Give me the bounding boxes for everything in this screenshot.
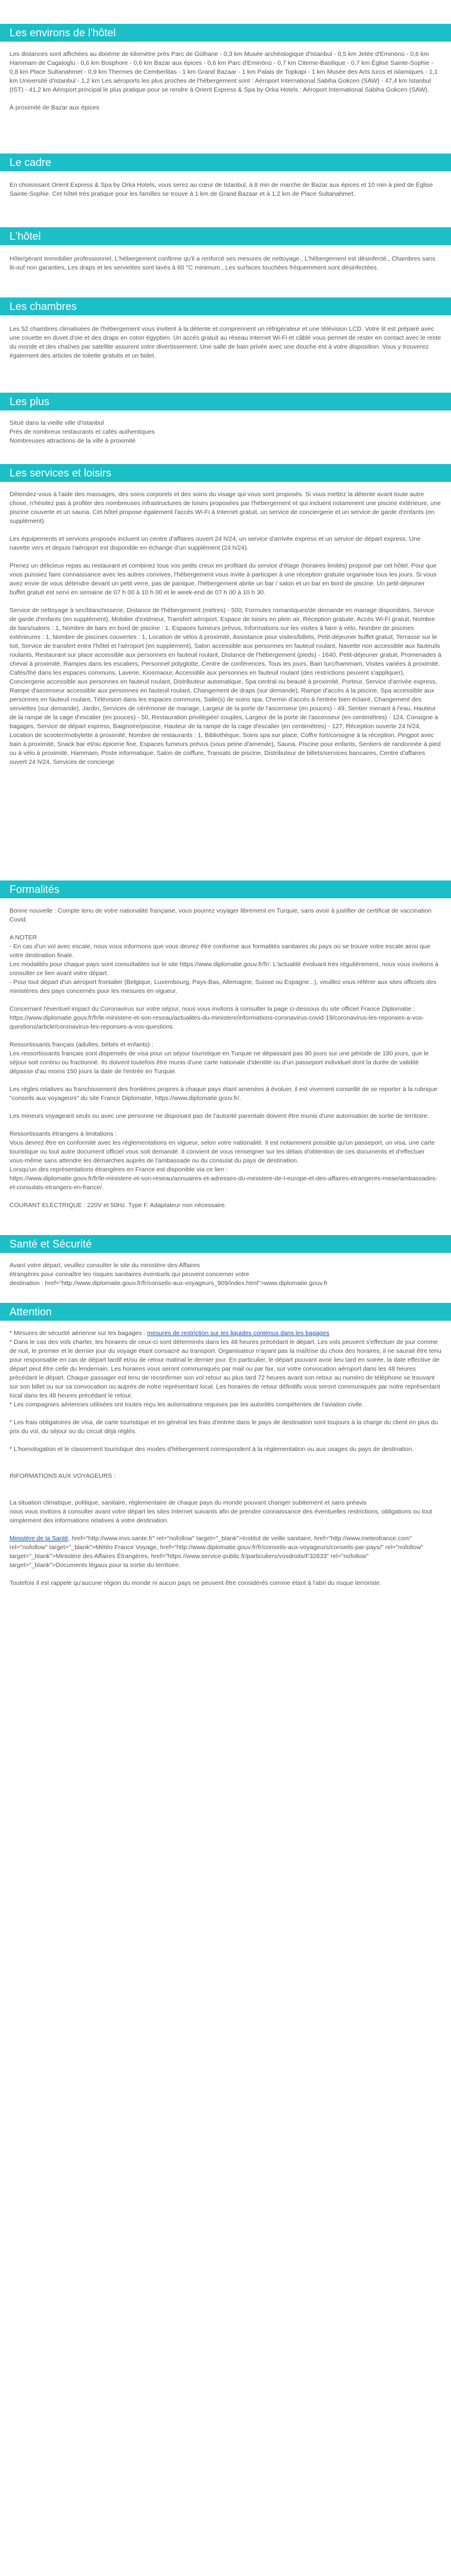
plus-paragraph: Situé dans la vieille ville d'Istanbul bbox=[10, 419, 104, 427]
hotel-paragraph: Hôte/gérant immobilier professionnel, L'hébergement confirme qu'il a renforcé ses mesures de nettoyage., L'hébergement est désinfecté., Chambres sans lit-ouf non garanties, Les draps et les serviettes sont lavés à 60 °C minimum., Les surfaces touchées fréquemment sont désinfectées. bbox=[10, 255, 436, 271]
formalites-paragraph bbox=[10, 1032, 441, 1041]
attention-paragraph bbox=[10, 1463, 441, 1472]
formalites-section bbox=[0, 880, 451, 1210]
formalites-paragraph: https://www.diplomatie.gouv.fr/fr/le-ministere-et-son-reseau/actualites-du-ministere/informations-coronavirus-covid-19/coronavirus-les-reponses-a-vos-questions/article/coronavirus-les-reponses-a-vos-questions bbox=[10, 1014, 424, 1030]
chambres-header: Les chambres bbox=[0, 297, 451, 315]
chambres-paragraph: Les 52 chambres climatisées de l'hébergement vous invitent à la détente et comprennent un réfrigérateur et une télévision LCD. Votre lit est préparé avec une couette en duvet d'oie et des draps en coton égyptien. Un accès gratuit au réseau Internet Wi-Fi et câblé vous permet de rester en contact avec le reste du monde et des chaînes par satellite assurent votre divertissement. Une salle de bain privée avec une douche est à votre disposition. Vous y trouverez également des articles de toilette gratuits et un bidet. bbox=[10, 325, 441, 359]
services-paragraph: Service de nettoyage à sec/blanchisserie, Distance de l'hébergement (mètres) - 500, Formules romantiques/de demande en mariage disponibles, Service de garde d'enfants (en supplément), Mobilier d'extérieur, Transfert aéroport, Espace de loisirs en plein air, Réception gratuite, Accès Wi-Fi gratuit, Nombre de bars/salons : 1, Nombre de bars en bord de piscine : 1, Espaces fumeurs prévus, Informations sur les visites à faire à vélo, Nombre de piscines extérieures : 1, Nombre de piscines couvertes : 1, Location de vélos à proximité, Assistance pour visites/billets, Petit-déjeuner buffet gratuit, Terrasse sur le toit, Service de transfert entre l'hôtel et l'aéroport (en supplément), Salon accessible aux personnes en fauteuil roulant, Navette non accessible aux fauteuils roulants, Restaurant sur place accessible aux personnes en fauteuil roulant, Distance de l'hébergement (pieds) - 1640, Petit-déjeuner gratuit, Promenades à cheval à proximité, Rampes dans les escaliers, Personnel polyglotte, Centre de conférences, Tous les jours, Bain turc/hammam, Visites variées à proximité, Cafés/thé dans les espaces communs, Laverie, Kiosmaour, Accessible aux personnes en fauteuil roulant (des restrictions peuvent s'appliquer), Conciergerie accessible aux personnes en fauteuil roulant, Distributeur automatique, Spa central ou beauté à proximité, Porteur, Service d'arrivée express, Rampe d'ascenseur accessible aux personnes en fauteuil roulant, Changement de draps (sur demande), Rampe d'accès à la piscine, Spa accessible aux personnes en fauteuil roulant, Télévision dans les espaces communs, Salle(s) de soins spa, Chemin d'accès à l'entrée bien éclairé, Changement des serviettes (sur demande), Jardin, Services de cérémonie de mariage, Largeur de la porte de l'ascenseur (en pouces) - 49, Sentier menant à l'eau, Hauteur de la rampe de la cage d'escalier (en pouces) - 50, Restauration privilégiée/ couples, Largeur de la porte de l'ascenseur (en centimètres) - 124, Consigne à bagages, Service de départ express, Baignoire/piscine, Hauteur de la rampe de la cage d'escalier (en centimètres) - 127, Réception ouverte 24 h/24, Location de scooter/mobylette à proximité, Nombre de restaurants : 1, Bibliothèque, Soins spa sur place, Coffre fort/consigne à la réception, Pingpot avec bain à proximité, Snack bar et/ou épicerie fine, Espaces fumeurs prévus (sous peine d'amende), Sauna, Piscine pour enfants, Sentiers de randonnée à pied ou à vélo à proximité, Hammam, Poste informatique, Salon de coiffure, Transats de piscine, Distributeur de billets/services bancaires, Centre d'affaires ouvert 24 h/24, Services de concierge bbox=[10, 607, 441, 766]
attention-paragraph bbox=[10, 1436, 441, 1445]
services-section bbox=[0, 464, 451, 767]
attention-paragraph: * Dans le cas des vols charter, les horaires de ceux-ci sont déterminés dans les 48 heures précédant le départ. Les vols peuvent s'effectuer de jour comme de nuit, le premier et le dernier jour du voyage étant consacré au transport. Organisateur n'ayant pas la maîtrise du choix des horaires, il ne saurait être tenu pour responsable en cas de départ tardif et/ou de retour matinal le dernier jour. En particulier, le départ pouvant avoir lieu tard en soirée, la date effective de départ peut être celle du lendemain. Les horaires vous seront communiqués par mail ou par fax, sur votre convocation aéroport dans les 48 heures précédant le départ. Chaque passager est tenu de reconfirmer son vol retour au plus tard 72 heures avant son retour au numéro de téléphone se trouvant sur son billet ou sur sa convocation ou auprès de notre représentant local. Les horaires de retour définitifs vous seront communiqués par notre représentant local dans les 48 heures précédant le retour. bbox=[10, 1339, 441, 1399]
formalites-paragraph: Ressortissants étrangers à limitations : bbox=[10, 1130, 117, 1137]
plus-paragraph: Nombreuses attractions de la ville à proximité bbox=[10, 437, 136, 444]
closing-paragraph: Toutefois il est rappelé qu'aucune région du monde ni aucun pays ne peuvent être considérés comme étant à l'abri du risque terroriste. bbox=[10, 1580, 382, 1587]
services-header: Les services et loisirs bbox=[0, 464, 451, 482]
services-paragraph: Les équipements et services proposés incluent un centre d'affaires ouvert 24 h/24, un service d'arrivée express et un service de départ express. Une navette vers et depuis l'aéroport est disponible en échange d'un supplément (24 h/24). bbox=[10, 535, 421, 551]
services-paragraph bbox=[10, 597, 441, 606]
services-paragraph bbox=[10, 526, 441, 535]
attention-paragraph: * L'homologation et le classement touristique des modes d'hébergement correspondent à la réglementation ou aux usages du pays de destination. bbox=[10, 1446, 414, 1453]
formalites-paragraph: https://www.diplomatie.gouv.fr/fr/le-ministere-et-son-reseau/annuaires-et-adresses-du-ministere-de-l-europe-et-des-affaires-etrangeres-meae/ambassades-et-consulats-etrangers-en-france/. bbox=[10, 1175, 438, 1191]
formalites-paragraph bbox=[10, 1192, 441, 1201]
attention-paragraph bbox=[10, 1409, 441, 1418]
formalites-paragraph: Ressortissants français (adultes, bébés et enfants) : bbox=[10, 1041, 154, 1048]
hotel-header: L'hôtel bbox=[0, 227, 451, 245]
formalites-paragraph: Concernant l'éventuel impact du Coronavirus sur votre séjour, nous vous invitons à consulter la page ci-dessous du site officiel France Diplomatie : bbox=[10, 1005, 415, 1013]
formalites-paragraph bbox=[10, 925, 441, 933]
formalites-paragraph: A NOTER bbox=[10, 934, 37, 941]
closing-paragraph bbox=[10, 1570, 441, 1579]
baggage-security-line bbox=[10, 1329, 441, 1338]
environs-section bbox=[0, 24, 451, 112]
cadre-paragraph: En choisissant Orient Express & Spa by Orka Hotels, vous serez au cœur de Istanbul, à 8 min de marche de Bazar aux épices et 10 min à pied de Église Sainte-Sophie. Cet hôtel très pratique pour les familles se trouve à 1 km de Grand Bazaar et à 1,2 km de Place Sultanahmet. bbox=[10, 181, 433, 198]
attention-paragraph bbox=[10, 1525, 441, 1534]
formalites-paragraph: Les règles relatives au franchissement des frontières propres à chaque pays étant amenées à évoluer, il est vivement conseillé de se reporter à la rubrique "conseils aux voyageurs" du site France Diplomatie, https://www.diplomatie.gouv.fr/. bbox=[10, 1086, 438, 1102]
plus-section bbox=[0, 393, 451, 446]
attention-section bbox=[0, 1303, 451, 1588]
formalites-header: Formalités bbox=[0, 880, 451, 898]
formalites-paragraph bbox=[10, 1103, 441, 1112]
plus-header: Les plus bbox=[0, 393, 451, 410]
formalites-paragraph: Vous devrez être en conformité avec les réglementations en vigueur, selon votre nationalité. Il est notamment possible qu'un passeport, un visa, une carte touristique ou tout autre document officiel vous soit demandé. Il convient de vous renseigner sur les délais d'obtention de ces documents et d'effectuer vous-même sans attendre les démarches auprès de l'ambassade ou du consulat du pays de destination. bbox=[10, 1139, 435, 1164]
useful-links-text: , href="http://www.invs.sante.fr" rel="nofollow" target="_blank">Institut de veille sanitaire, href="http://www.meteofrance.com" rel="nofollow" target="_blank">Météo France Voyage, href="http://www.diplomatie.gouv.fr/fr/conseils-aux-voyageurs/conseils-par-pays/" rel="nofollow" target="_blank">Ministère des Affaires Étrangères, href="https://www.service-public.fr/particuliers/vosdroits/F32833" rel="nofollow" target="_blank">Documents légaux pour la sortie du territoire. bbox=[10, 1535, 424, 1569]
formalites-paragraph: Les mineurs voyageant seuls ou avec une personne ne disposant pas de l'autorité parentale doivent être munis d'une autorisation de sortie de territoire. bbox=[10, 1112, 430, 1120]
chambres-section bbox=[0, 297, 451, 361]
useful-links-line bbox=[10, 1534, 441, 1570]
attention-paragraph bbox=[10, 1490, 441, 1499]
attention-paragraph: INFORMATIONS AUX VOYAGEURS : bbox=[10, 1472, 116, 1480]
cadre-section bbox=[0, 153, 451, 199]
services-paragraph: Détendez-vous à l'aide des massages, des soins corporels et des soins du visage qui vous sont proposés. Si vous mettez la détente avant toute autre chose, n'hésitez pas à profiter des nombreuses infrastructures de loisirs proposées par l'hébergement et qui incluent notamment une piscine extérieure, une piscine couverte et un sauna. Cet hôtel propose également l'accès Wi-Fi à Internet gratuit, un service de conciergerie et un service de garde d'enfants (en supplément). bbox=[10, 491, 441, 525]
environs-paragraph: Les distances sont affichées au dixième de kilomètre près Parc de Gülhane - 0,3 km Musée archéologique d'Istanbul - 0,5 km Jetée d'Eminönü - 0,6 km Hammam de Cagaloglu - 0,6 km Bosphore - 0,6 km Bazar aux épices - 0,6 km Parc d'Eminönü - 0,7 km Citerne-Basilique - 0,7 km Église Sainte-Sophie - 0,8 km Place Sultanahmet - 0,9 km Thermes de Cemberlitas - 1 km Grand Bazaar - 1 km Palais de Topkapi - 1 km Musée des Arts turcs et islamiques - 1,1 km Université d'Istanbul - 1,2 km Les aéroports les plus proches de l'hébergement sont : Aéroport International Sabiha Gokcen (SAW) - 47,4 km Istanbul (IST) - 41,2 km Aéroport principal le plus pratique pour se rendre à Orient Express & Spa by Orka Hotels : Aéroport International Sabiha Gokcen (SAW). bbox=[10, 51, 438, 93]
formalites-paragraph bbox=[10, 1121, 441, 1130]
attention-header: Attention bbox=[0, 1303, 451, 1321]
formalites-paragraph: - En cas d'un vol avec escale, nous vous informons que vous devrez être conforme aux formalités sanitaires du pays où se trouve votre escale ainsi que votre destination finale. bbox=[10, 943, 431, 959]
ministry-health-link[interactable]: Ministère de la Santé bbox=[10, 1535, 68, 1542]
environs-header: Les environs de l'hôtel bbox=[0, 24, 451, 42]
formalites-paragraph: Bonne nouvelle : Compte tenu de votre nationalité française, vous pourrez voyager librement en Turquie, sans avoir à justifier de certificat de vaccination Covid. bbox=[10, 907, 432, 923]
services-paragraph bbox=[10, 553, 441, 562]
attention-paragraph bbox=[10, 1481, 441, 1490]
attention-paragraph: La situation climatique, politique, sanitaire, réglementaire de chaque pays du monde pouvant changer subitement et sans préavis bbox=[10, 1499, 367, 1506]
attention-paragraph: * Les compagnies aériennes utilisées ont toutes reçu les autorisations requises par les autorités compétentes de l'aviation civile. bbox=[10, 1401, 364, 1408]
formalites-paragraph bbox=[10, 1076, 441, 1085]
formalites-paragraph bbox=[10, 996, 441, 1005]
attention-paragraph: * Les frais obligatoires de visa, de carte touristique et en général les frais d'entrée dans le pays de destination sont toujours à la charge du client en plus du prix du vol, du séjour ou du circuit déjà réglés. bbox=[10, 1419, 438, 1435]
sante-paragraph: étrangères pour connaître les risques sanitaires éventuels qui peuvent concerner votre bbox=[10, 1271, 249, 1278]
formalites-paragraph: Les modalités pour chaque pays sont consultables sur le site https://www.diplomatie.gouv.fr/fr/. L'actualité évoluant très régulièrement, nous vous invitons à consulter ce lien avant votre départ. bbox=[10, 961, 439, 977]
formalites-paragraph: COURANT ELECTRIQUE : 220V et 50Hz. Type F. Adaptateur non nécessaire. bbox=[10, 1202, 227, 1209]
sante-header: Santé et Sécurité bbox=[0, 1235, 451, 1253]
plus-paragraph: Près de nombreux restaurants et cafés authentiques bbox=[10, 428, 155, 435]
baggage-security-label: * Mesures de sécurité aérienne sur les bagages : bbox=[10, 1330, 148, 1337]
formalites-paragraph: Les ressortissants français sont dispensés de visa pour un séjour touristique en Turquie ne dépassant pas 90 jours sur une période de 180 jours, que le séjour soit continu ou fractionné. Ils doivent toutefois être munis d'une carte nationale d'identité ou d'un passeport individuel dont la durée de validité dépasse d'au moins 150 jours la date de l'entrée en Turquie. bbox=[10, 1050, 429, 1075]
formalites-paragraph: - Pour tout départ d'un aéroport frontalier (Belgique, Luxembourg, Pays-Bas, Allemagne, Suisse ou Espagne...), veuillez vous référer aux sites officiels des ministères des pays concernés pour les mesures en vigueur. bbox=[10, 979, 437, 995]
sante-section bbox=[0, 1235, 451, 1288]
environs-paragraph: À proximité de Bazar aux épices bbox=[10, 104, 99, 111]
liquids-restriction-link[interactable]: mesures de restriction sur les liquides contenus dans les bagages bbox=[147, 1330, 330, 1337]
services-paragraph: Prenez un délicieux repas au restaurant et combinez tous vos petits creux en profitant du service d'étage (horaires limités) proposé par cet hôtel. Pour que vous puissiez faire connaissance avec les autres convives, l'hébergement vous invite à participer à une réception gratuite organisée tous les jours. Si vous avez envie de vous détendre devant un petit verre, pas de panique, l'hébergement abrite un bar / salon et un bar en bord de piscine. Un petit-déjeuner buffet gratuit est servi en semaine de 07 h 00 à 10 h 00 et le week-end de 07 h 00 à 10 h 30. bbox=[10, 562, 437, 596]
sante-paragraph: Avant votre départ, veuillez consulter le site du ministère des Affaires bbox=[10, 1262, 201, 1269]
attention-paragraph: nous vous invitons à consulter avant votre départ les sites Internet suivants afin de prendre connaissance des éventuelles restrictions, obligations ou tout simplement des informations relatives à votre destination. bbox=[10, 1508, 433, 1524]
attention-paragraph bbox=[10, 1454, 441, 1463]
hotel-section bbox=[0, 227, 451, 272]
environs-paragraph bbox=[10, 95, 441, 104]
cadre-header: Le cadre bbox=[0, 153, 451, 171]
sante-paragraph: destination : href="http://www.diplomatie.gouv.fr/fr/conseils-aux-voyageurs_909/index.html">www.diplomatie.gouv.fr bbox=[10, 1280, 328, 1287]
formalites-paragraph: Lorsqu'un des représentations étrangères en France est disponible via ce lien : bbox=[10, 1166, 228, 1173]
